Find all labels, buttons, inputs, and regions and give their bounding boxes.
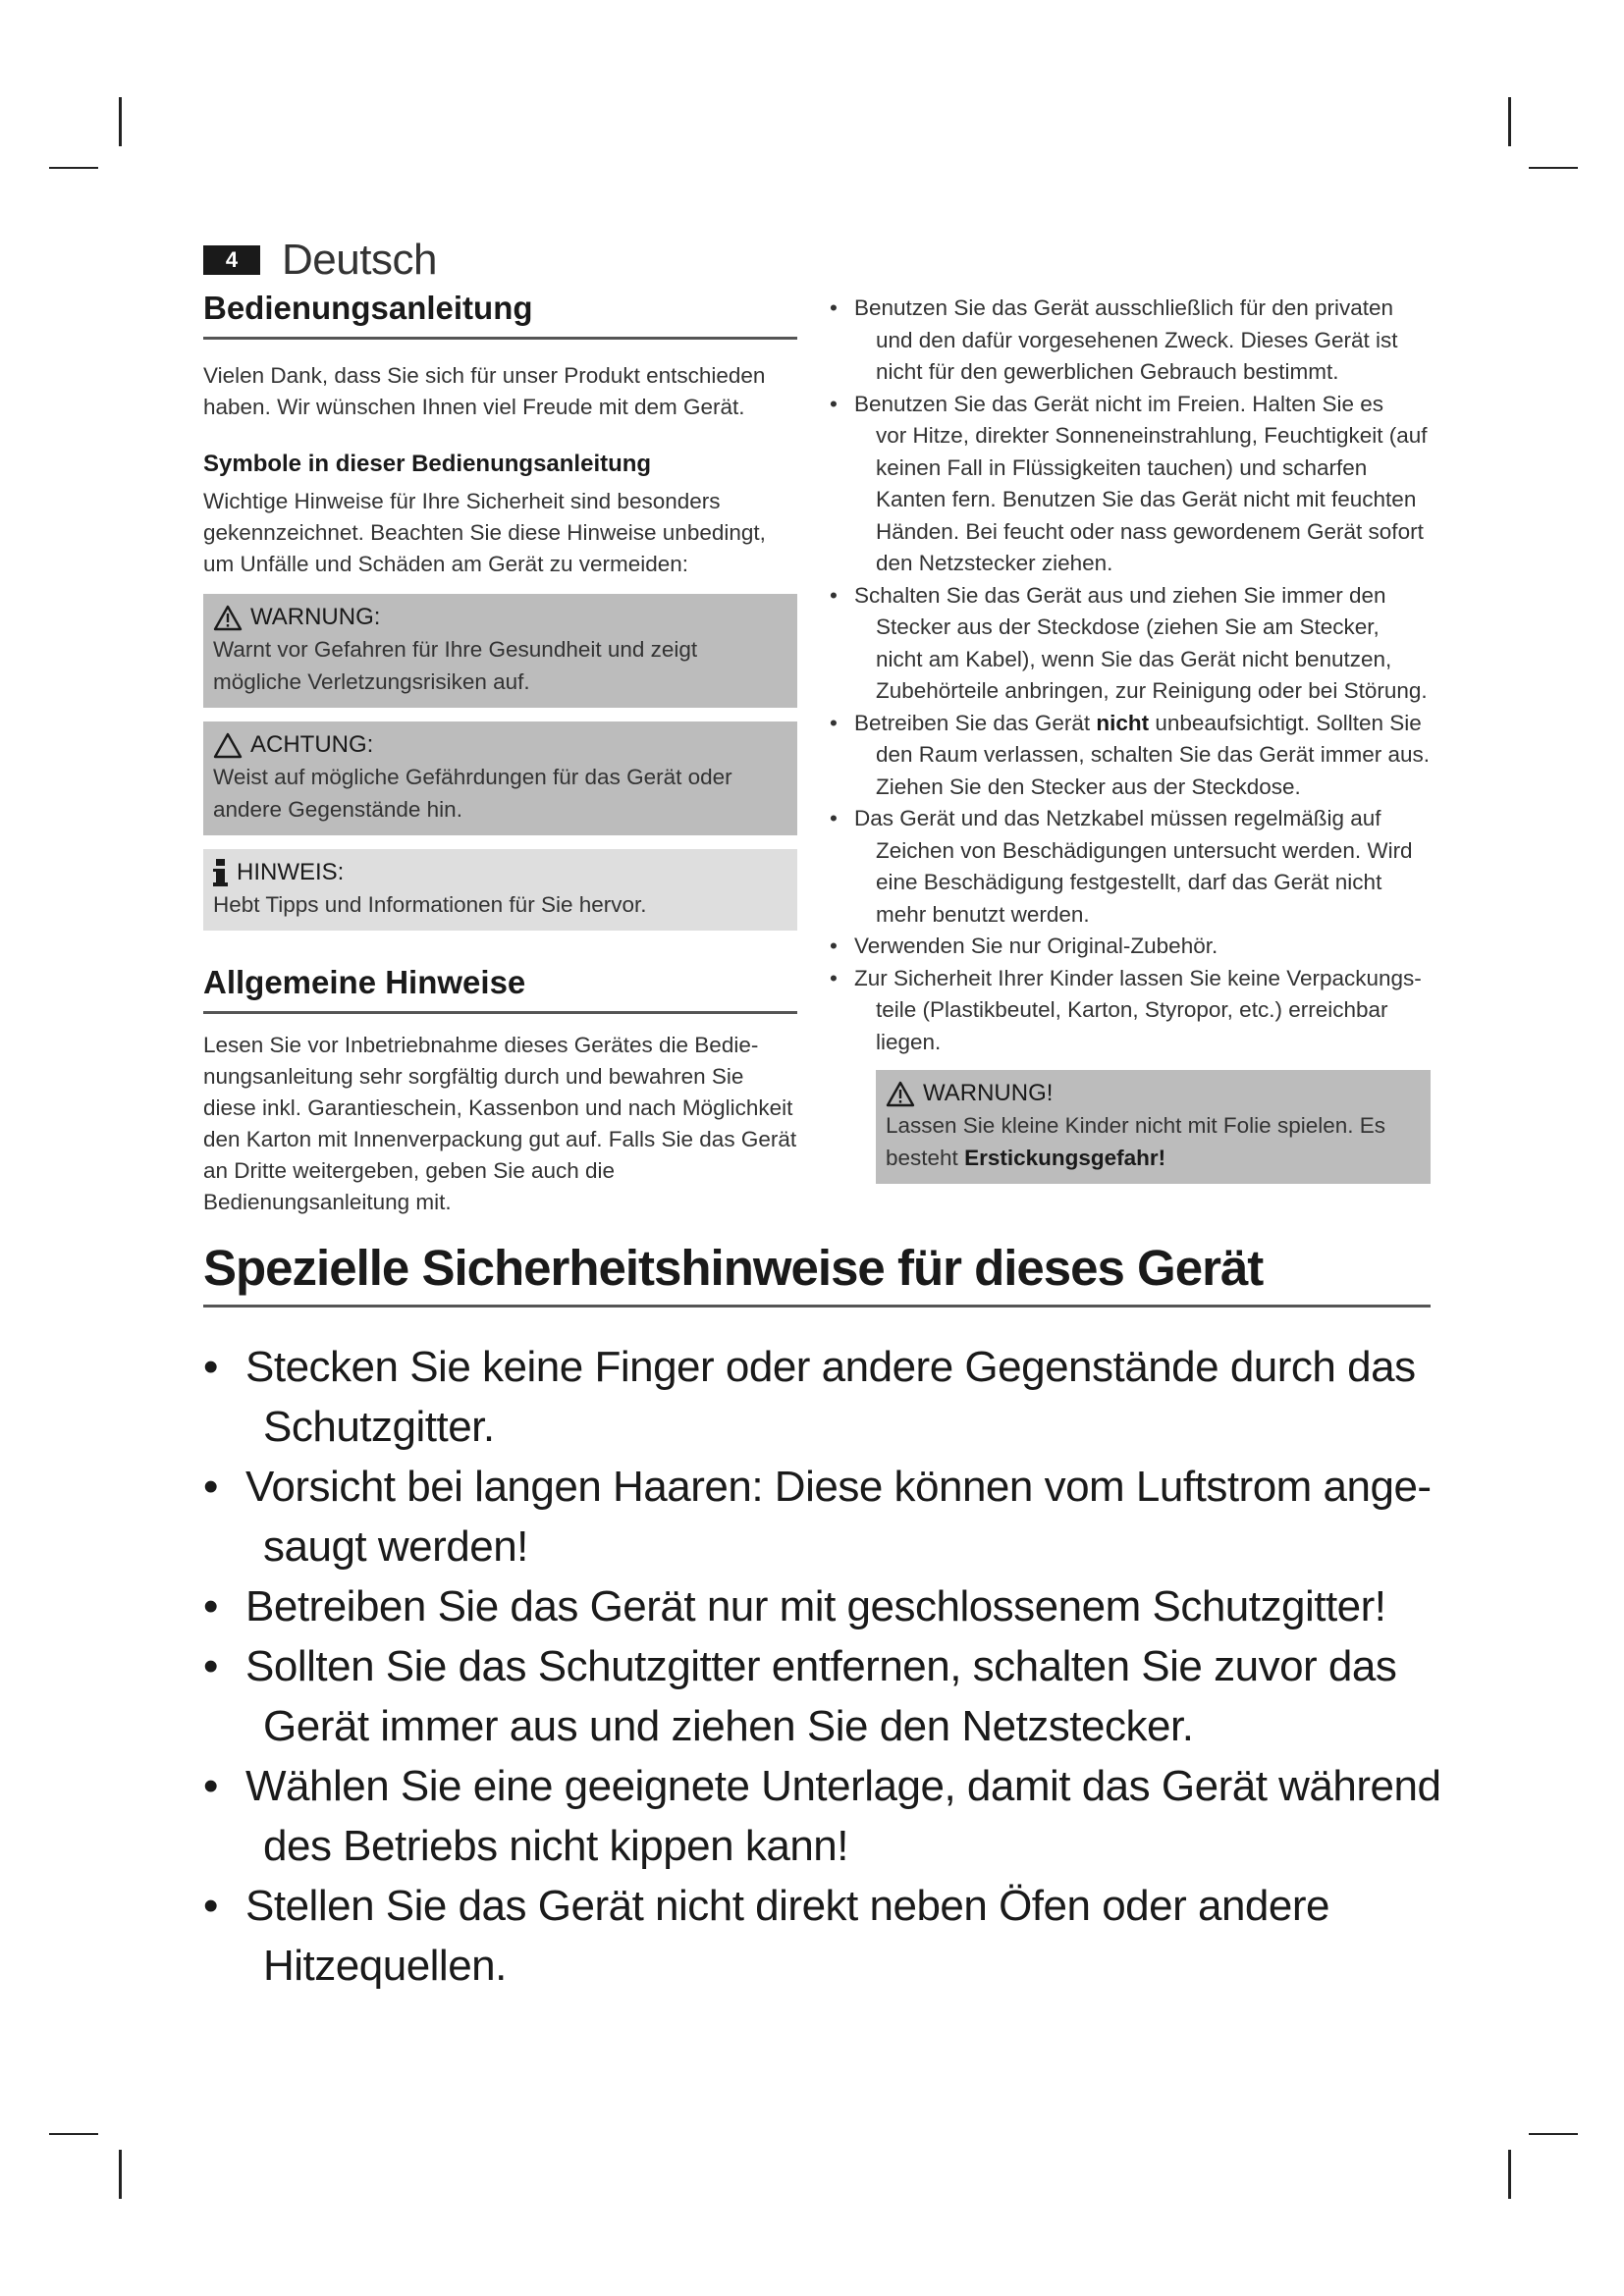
info-icon <box>213 859 229 886</box>
list-item: • Zur Sicherheit Ihrer Kinder lassen Sie keine Verpackungs- teile (Plastikbeutel, Karton, Styropor, etc.) erreichbar liegen. <box>830 965 1422 1054</box>
crop-mark <box>119 97 122 146</box>
warning-title: WARNUNG! <box>923 1080 1054 1106</box>
warning-box <box>203 594 797 708</box>
list-item: • Betreiben Sie das Gerät nur mit geschlossenem Schutzgitter! <box>203 1582 1386 1630</box>
list-item: • Betreiben Sie das Gerät nicht unbeaufsichtigt. Sollten Sie den Raum verlassen, schalten Sie das Gerät immer aus. Ziehen Sie den Stecker aus der Steckdose. <box>830 710 1431 799</box>
general-text: Lesen Sie vor Inbetriebnahme dieses Gerätes die Bedienungsanleitung sehr sorgfältig durch und bewahren Sie diese inkl. Garantieschein, Kassenbon und nach Möglichkeit den Karton mit Innenverpackung gut auf. Falls Sie das Gerät an Dritte weitergeben, geben Sie auch die Bedienungsanleitung mit. <box>203 1033 797 1214</box>
symbols-text: Wichtige Hinweise für Ihre Sicherheit sind besonders gekennzeichnet. Beachten Sie diese Hinweise unbedingt, um Unfälle und Schäden am Gerät zu vermeiden: <box>203 489 766 576</box>
list-item: • Benutzen Sie das Gerät ausschließlich für den privaten und den dafür vorgesehenen Zweck. Dieses Gerät ist nicht für den gewerblichen Gebrauch bestimmt. <box>830 295 1398 384</box>
caution-text: Weist auf mögliche Gefährdungen für das Gerät oder andere Gegenstände hin. <box>213 765 732 822</box>
list-item: • Vorsicht bei langen Haaren: Diese können vom Luftstrom ange- saugt werden! <box>203 1463 1432 1571</box>
crop-mark <box>49 2133 98 2135</box>
list-item: • Stellen Sie das Gerät nicht direkt neben Öfen oder andere Hitzequellen. <box>203 1882 1329 1990</box>
special-safety-list <box>203 1337 1450 1996</box>
warning-title: WARNUNG: <box>250 604 381 630</box>
list-item: • Stecken Sie keine Finger oder andere Gegenstände durch das Schutzgitter. <box>203 1343 1416 1451</box>
note-text: Hebt Tipps und Informationen für Sie hervor. <box>213 892 647 917</box>
list-item: • Das Gerät und das Netzkabel müssen regelmäßig auf Zeichen von Beschädigungen untersucht werden. Wird eine Beschädigung festgestellt, darf das Gerät nicht mehr benutzt werden. <box>830 806 1413 927</box>
warning-text: Lassen Sie kleine Kinder nicht mit Folie spielen. Es besteht Erstickungsgefahr! <box>886 1113 1386 1170</box>
warning-triangle-icon <box>886 1081 915 1107</box>
crop-mark <box>1529 167 1578 169</box>
caution-triangle-icon <box>213 732 243 759</box>
crop-mark <box>1508 2150 1511 2199</box>
special-safety-heading: Spezielle Sicherheitshinweise für dieses Gerät <box>203 1239 1431 1308</box>
symbols-heading: Symbole in dieser Bedienungsanleitung <box>203 451 652 477</box>
list-item: • Wählen Sie eine geeignete Unterlage, damit das Gerät während des Betriebs nicht kippen kann! <box>203 1762 1441 1870</box>
caution-title: ACHTUNG: <box>250 731 374 758</box>
intro-text: Vielen Dank, dass Sie sich für unser Produkt entschieden haben. Wir wünschen Ihnen viel Freude mit dem Gerät. <box>203 363 766 419</box>
list-item: • Sollten Sie das Schutzgitter entfernen, schalten Sie zuvor das Gerät immer aus und ziehen Sie den Netzstecker. <box>203 1642 1397 1750</box>
page-language: Deutsch <box>282 236 437 284</box>
warning-text: Warnt vor Gefahren für Ihre Gesundheit und zeigt mögliche Verletzungsrisiken auf. <box>213 637 698 694</box>
crop-mark <box>119 2150 122 2199</box>
list-item: • Schalten Sie das Gerät aus und ziehen Sie immer den Stecker aus der Steckdose (ziehen Sie am Stecker, nicht am Kabel), wenn Sie das Gerät nicht benutzen, Zubehörteile anbringen, zur Reinigung oder bei Störung. <box>830 582 1428 703</box>
page-header <box>203 236 437 285</box>
safety-list <box>830 293 1431 1058</box>
general-heading: Allgemeine Hinweise <box>203 964 797 1014</box>
crop-mark <box>1529 2133 1578 2135</box>
crop-mark <box>49 167 98 169</box>
list-item: • Benutzen Sie das Gerät nicht im Freien. Halten Sie es vor Hitze, direkter Sonneneinstrahlung, Feuchtigkeit (auf keinen Fall in Flüssigkeiten tauchen) und scharfen Kanten fern. Benutzen Sie das Gerät nicht mit feuchten Händen. Bei feucht oder nass gewordenem Gerät sofort den Netzstecker ziehen. <box>830 391 1428 575</box>
crop-mark <box>1508 97 1511 146</box>
right-column <box>830 293 1431 1184</box>
caution-box <box>203 721 797 835</box>
manual-heading: Bedienungsanleitung <box>203 290 797 340</box>
note-title: HINWEIS: <box>237 859 345 885</box>
page-number: 4 <box>203 245 260 275</box>
list-item: • Verwenden Sie nur Original-Zubehör. <box>830 934 1218 958</box>
warning-box-children <box>876 1070 1431 1184</box>
left-column <box>203 290 797 1218</box>
warning-triangle-icon <box>213 605 243 631</box>
note-box <box>203 849 797 931</box>
